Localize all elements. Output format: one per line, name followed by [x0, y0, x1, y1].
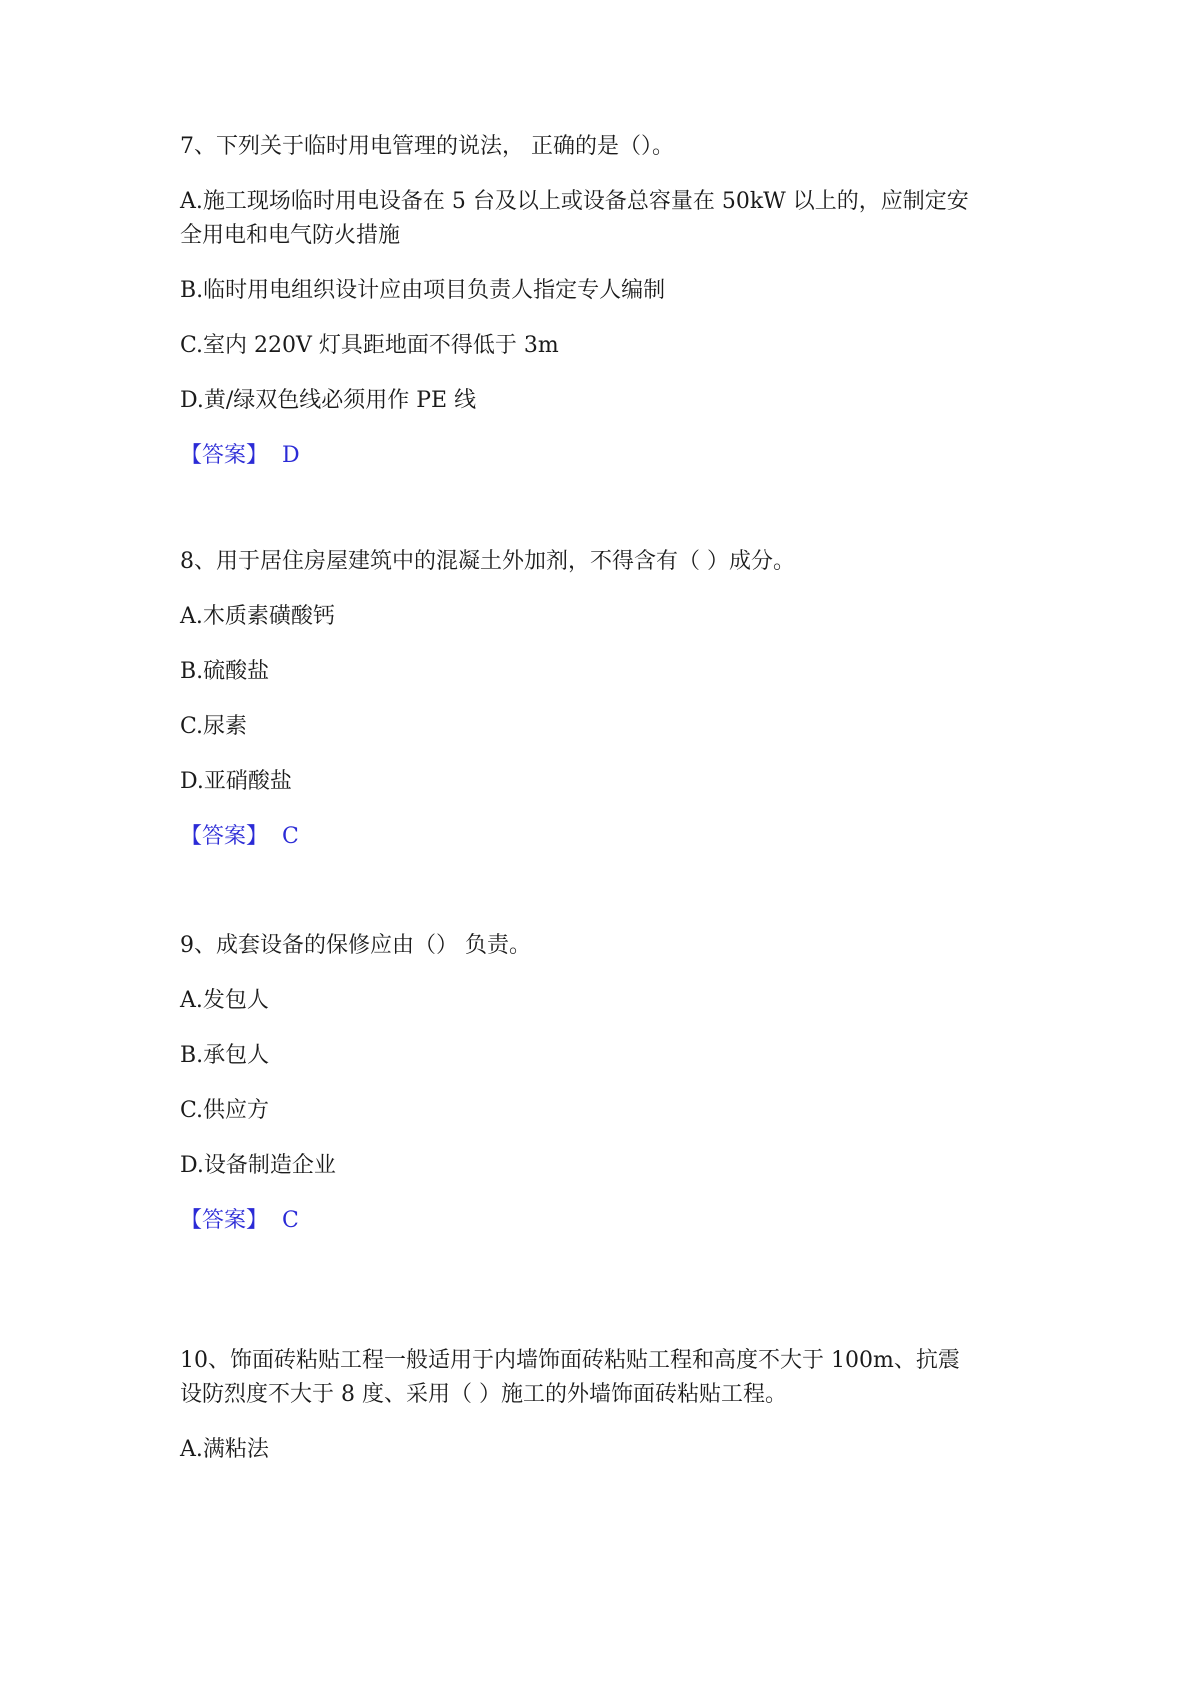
answer-value: C	[282, 824, 299, 849]
answer-label: 【答案】	[180, 824, 269, 849]
option-a-line-2: 全用电和电气防火措施	[180, 223, 401, 248]
answer-line	[180, 1204, 299, 1238]
answer-value: C	[282, 1208, 299, 1233]
answer-line	[180, 439, 300, 473]
option-a: A.发包人	[180, 988, 269, 1013]
question-stem: 7、下列关于临时用电管理的说法， 正确的是（）。	[180, 134, 674, 159]
answer-label: 【答案】	[180, 1208, 269, 1233]
option-b: B.临时用电组织设计应由项目负责人指定专人编制	[180, 278, 666, 303]
question-stem: 9、成套设备的保修应由（） 负责。	[180, 933, 531, 958]
option-a-line-1: A.施工现场临时用电设备在 5 台及以上或设备总容量在 50kW 以上的，应制定安	[180, 189, 969, 214]
option-c: C.尿素	[180, 714, 248, 739]
answer-line	[180, 820, 299, 854]
answer-value: D	[282, 443, 300, 468]
question-stem: 8、用于居住房屋建筑中的混凝土外加剂，不得含有（ ）成分。	[180, 549, 795, 574]
option-c: C.供应方	[180, 1098, 270, 1123]
option-d: D.黄/绿双色线必须用作 PE 线	[180, 388, 477, 413]
option-a: A.满粘法	[180, 1437, 269, 1462]
option-d: D.亚硝酸盐	[180, 769, 292, 794]
option-c: C.室内 220V 灯具距地面不得低于 3m	[180, 333, 559, 358]
option-a: A.木质素磺酸钙	[180, 604, 335, 629]
question-stem-line-2: 设防烈度不大于 8 度、采用（ ）施工的外墙饰面砖粘贴工程。	[180, 1382, 787, 1407]
question-stem-line-1: 10、饰面砖粘贴工程一般适用于内墙饰面砖粘贴工程和高度不大于 100m、抗震	[180, 1348, 960, 1373]
option-b: B.硫酸盐	[180, 659, 270, 684]
option-d: D.设备制造企业	[180, 1153, 336, 1178]
answer-label: 【答案】	[180, 443, 269, 468]
option-b: B.承包人	[180, 1043, 270, 1068]
